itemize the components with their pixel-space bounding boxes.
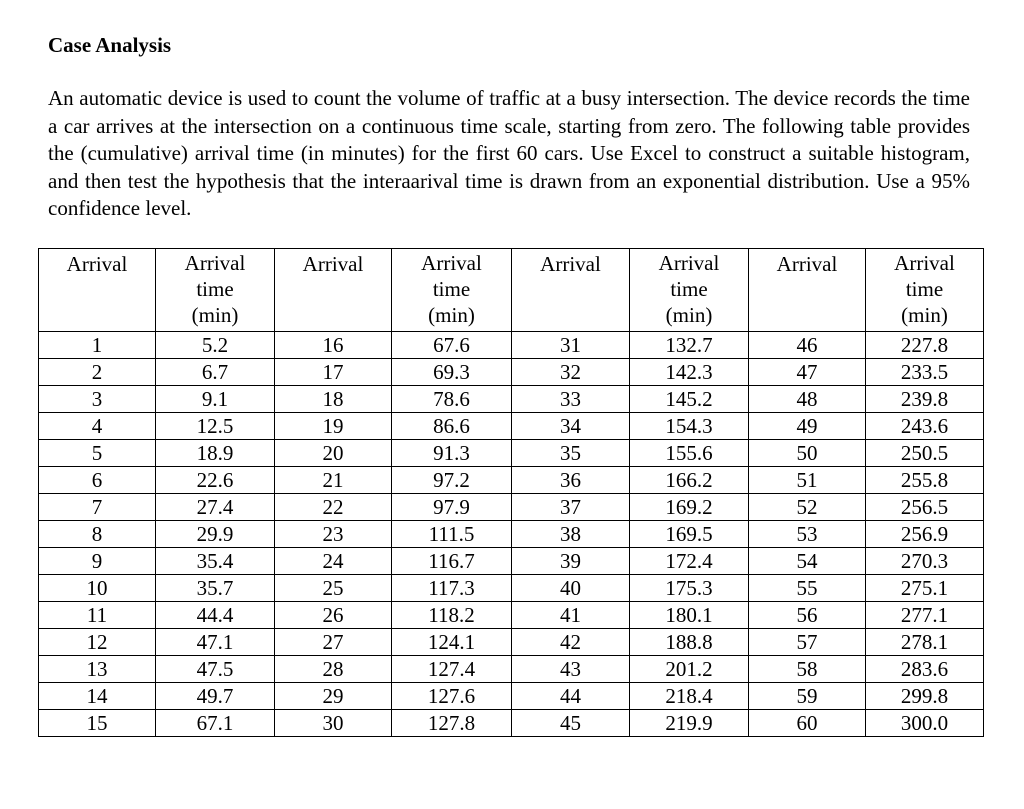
table-row (39, 413, 984, 440)
arrival-number-cell: 51 (749, 467, 866, 494)
arrival-number-cell: 11 (39, 602, 156, 629)
arrival-number-cell: 21 (275, 467, 392, 494)
header-arrival-4: Arrival (749, 249, 866, 332)
arrival-time-cell: 47.1 (156, 629, 275, 656)
arrival-time-cell: 69.3 (392, 359, 512, 386)
table-row (39, 683, 984, 710)
arrival-number-cell: 12 (39, 629, 156, 656)
header-time-word-1: Arrival (658, 251, 720, 275)
arrival-number-cell: 54 (749, 548, 866, 575)
arrival-number-cell: 48 (749, 386, 866, 413)
arrival-number-cell: 46 (749, 332, 866, 359)
arrival-time-cell: 118.2 (392, 602, 512, 629)
arrival-number-cell: 53 (749, 521, 866, 548)
arrival-time-cell: 299.8 (866, 683, 984, 710)
arrival-number-cell: 55 (749, 575, 866, 602)
arrival-time-cell: 201.2 (630, 656, 749, 683)
header-arrival-1: Arrival (39, 249, 156, 332)
arrival-number-cell: 59 (749, 683, 866, 710)
arrival-time-cell: 270.3 (866, 548, 984, 575)
arrival-time-cell: 250.5 (866, 440, 984, 467)
arrival-number-cell: 41 (512, 602, 630, 629)
arrival-time-cell: 145.2 (630, 386, 749, 413)
header-time-word-3: (min) (901, 303, 948, 327)
header-time-word-2: time (196, 277, 234, 301)
header-time-word-3: (min) (665, 303, 713, 327)
arrival-number-cell: 22 (275, 494, 392, 521)
arrival-number-cell: 24 (275, 548, 392, 575)
table-row (39, 548, 984, 575)
arrival-time-cell: 47.5 (156, 656, 275, 683)
table-row (39, 332, 984, 359)
arrival-time-cell: 6.7 (156, 359, 275, 386)
table-row (39, 440, 984, 467)
arrival-number-cell: 15 (39, 710, 156, 737)
header-arrival-time-2 (392, 249, 512, 332)
arrival-time-cell: 18.9 (156, 440, 275, 467)
arrival-number-cell: 1 (39, 332, 156, 359)
arrival-time-cell: 67.6 (392, 332, 512, 359)
arrival-time-cell: 97.2 (392, 467, 512, 494)
arrival-number-cell: 7 (39, 494, 156, 521)
arrival-time-cell: 78.6 (392, 386, 512, 413)
arrival-time-cell: 154.3 (630, 413, 749, 440)
table-row (39, 521, 984, 548)
header-arrival-time-4 (866, 249, 984, 332)
arrival-number-cell: 18 (275, 386, 392, 413)
arrival-time-cell: 180.1 (630, 602, 749, 629)
arrival-time-table (38, 248, 984, 737)
arrival-number-cell: 26 (275, 602, 392, 629)
header-time-word-2: time (670, 277, 708, 301)
header-arrival-time-1 (156, 249, 275, 332)
arrival-number-cell: 31 (512, 332, 630, 359)
page-title: Case Analysis (48, 33, 172, 57)
arrival-time-cell: 116.7 (392, 548, 512, 575)
arrival-time-cell: 27.4 (156, 494, 275, 521)
arrival-time-cell: 29.9 (156, 521, 275, 548)
header-arrival-2: Arrival (275, 249, 392, 332)
arrival-number-cell: 13 (39, 656, 156, 683)
table-row (39, 494, 984, 521)
table-row (39, 359, 984, 386)
arrival-time-cell: 218.4 (630, 683, 749, 710)
arrival-time-cell: 277.1 (866, 602, 984, 629)
arrival-number-cell: 20 (275, 440, 392, 467)
arrival-number-cell: 3 (39, 386, 156, 413)
arrival-number-cell: 28 (275, 656, 392, 683)
arrival-number-cell: 47 (749, 359, 866, 386)
arrival-time-cell: 132.7 (630, 332, 749, 359)
arrival-time-cell: 44.4 (156, 602, 275, 629)
header-time-word-3: (min) (428, 303, 475, 327)
arrival-time-cell: 127.8 (392, 710, 512, 737)
arrival-number-cell: 27 (275, 629, 392, 656)
arrival-time-cell: 300.0 (866, 710, 984, 737)
arrival-number-cell: 58 (749, 656, 866, 683)
arrival-time-cell: 12.5 (156, 413, 275, 440)
arrival-time-cell: 227.8 (866, 332, 984, 359)
arrival-time-cell: 239.8 (866, 386, 984, 413)
arrival-time-cell: 111.5 (392, 521, 512, 548)
header-time-word-2: time (905, 277, 944, 301)
arrival-time-cell: 256.5 (866, 494, 984, 521)
arrival-time-cell: 35.4 (156, 548, 275, 575)
table-row (39, 656, 984, 683)
arrival-number-cell: 5 (39, 440, 156, 467)
arrival-number-cell: 52 (749, 494, 866, 521)
arrival-time-cell: 233.5 (866, 359, 984, 386)
arrival-time-cell: 67.1 (156, 710, 275, 737)
arrival-time-cell: 275.1 (866, 575, 984, 602)
arrival-number-cell: 60 (749, 710, 866, 737)
arrival-time-cell: 97.9 (392, 494, 512, 521)
arrival-number-cell: 4 (39, 413, 156, 440)
table-body (39, 332, 984, 737)
table-row (39, 602, 984, 629)
arrival-number-cell: 39 (512, 548, 630, 575)
arrival-time-cell: 5.2 (156, 332, 275, 359)
arrival-number-cell: 50 (749, 440, 866, 467)
arrival-time-cell: 49.7 (156, 683, 275, 710)
arrival-time-cell: 9.1 (156, 386, 275, 413)
arrival-time-cell: 155.6 (630, 440, 749, 467)
arrival-number-cell: 34 (512, 413, 630, 440)
arrival-time-cell: 283.6 (866, 656, 984, 683)
header-time-word-1: Arrival (894, 251, 955, 275)
arrival-time-cell: 278.1 (866, 629, 984, 656)
header-time-word-2: time (432, 277, 471, 301)
table-row (39, 467, 984, 494)
arrival-number-cell: 19 (275, 413, 392, 440)
arrival-time-cell: 35.7 (156, 575, 275, 602)
arrival-time-cell: 127.4 (392, 656, 512, 683)
table-row (39, 386, 984, 413)
arrival-number-cell: 37 (512, 494, 630, 521)
arrival-time-cell: 142.3 (630, 359, 749, 386)
arrival-number-cell: 56 (749, 602, 866, 629)
arrival-number-cell: 25 (275, 575, 392, 602)
arrival-time-cell: 172.4 (630, 548, 749, 575)
arrival-number-cell: 49 (749, 413, 866, 440)
arrival-number-cell: 10 (39, 575, 156, 602)
arrival-number-cell: 36 (512, 467, 630, 494)
arrival-number-cell: 42 (512, 629, 630, 656)
arrival-time-cell: 124.1 (392, 629, 512, 656)
arrival-number-cell: 9 (39, 548, 156, 575)
arrival-number-cell: 45 (512, 710, 630, 737)
arrival-number-cell: 6 (39, 467, 156, 494)
arrival-time-cell: 169.5 (630, 521, 749, 548)
arrival-time-cell: 188.8 (630, 629, 749, 656)
header-time-word-3: (min) (191, 303, 239, 327)
arrival-time-cell: 169.2 (630, 494, 749, 521)
arrival-number-cell: 14 (39, 683, 156, 710)
arrival-number-cell: 33 (512, 386, 630, 413)
arrival-number-cell: 35 (512, 440, 630, 467)
header-arrival-3: Arrival (512, 249, 630, 332)
arrival-time-cell: 127.6 (392, 683, 512, 710)
arrival-time-cell: 117.3 (392, 575, 512, 602)
arrival-number-cell: 43 (512, 656, 630, 683)
arrival-time-cell: 255.8 (866, 467, 984, 494)
arrival-time-cell: 91.3 (392, 440, 512, 467)
header-arrival-time-3 (630, 249, 749, 332)
arrival-time-cell: 22.6 (156, 467, 275, 494)
arrival-number-cell: 23 (275, 521, 392, 548)
arrival-number-cell: 8 (39, 521, 156, 548)
arrival-time-cell: 175.3 (630, 575, 749, 602)
arrival-number-cell: 44 (512, 683, 630, 710)
arrival-time-cell: 256.9 (866, 521, 984, 548)
arrival-number-cell: 16 (275, 332, 392, 359)
arrival-time-cell: 166.2 (630, 467, 749, 494)
arrival-number-cell: 57 (749, 629, 866, 656)
arrival-time-cell: 219.9 (630, 710, 749, 737)
arrival-number-cell: 29 (275, 683, 392, 710)
table-row (39, 629, 984, 656)
header-time-word-1: Arrival (184, 251, 246, 275)
table-header-row (39, 249, 984, 332)
table-row (39, 575, 984, 602)
header-time-word-1: Arrival (421, 251, 482, 275)
table-row (39, 710, 984, 737)
arrival-number-cell: 2 (39, 359, 156, 386)
arrival-number-cell: 40 (512, 575, 630, 602)
arrival-time-cell: 86.6 (392, 413, 512, 440)
problem-statement: An automatic device is used to count the volume of traffic at a busy intersection. The device records the time a car arrives at the intersection on a continuous time scale, starting from zero. The following table provides the (cumulative) arrival time (in minutes) for the first 60 cars. Use Excel to construct a suitable histogram, and then test the hypothesis that the interaarival time is drawn from an exponential distribution. Use a 95% confidence level. (48, 86, 970, 220)
arrival-number-cell: 38 (512, 521, 630, 548)
arrival-time-cell: 243.6 (866, 413, 984, 440)
arrival-number-cell: 30 (275, 710, 392, 737)
arrival-number-cell: 17 (275, 359, 392, 386)
arrival-number-cell: 32 (512, 359, 630, 386)
